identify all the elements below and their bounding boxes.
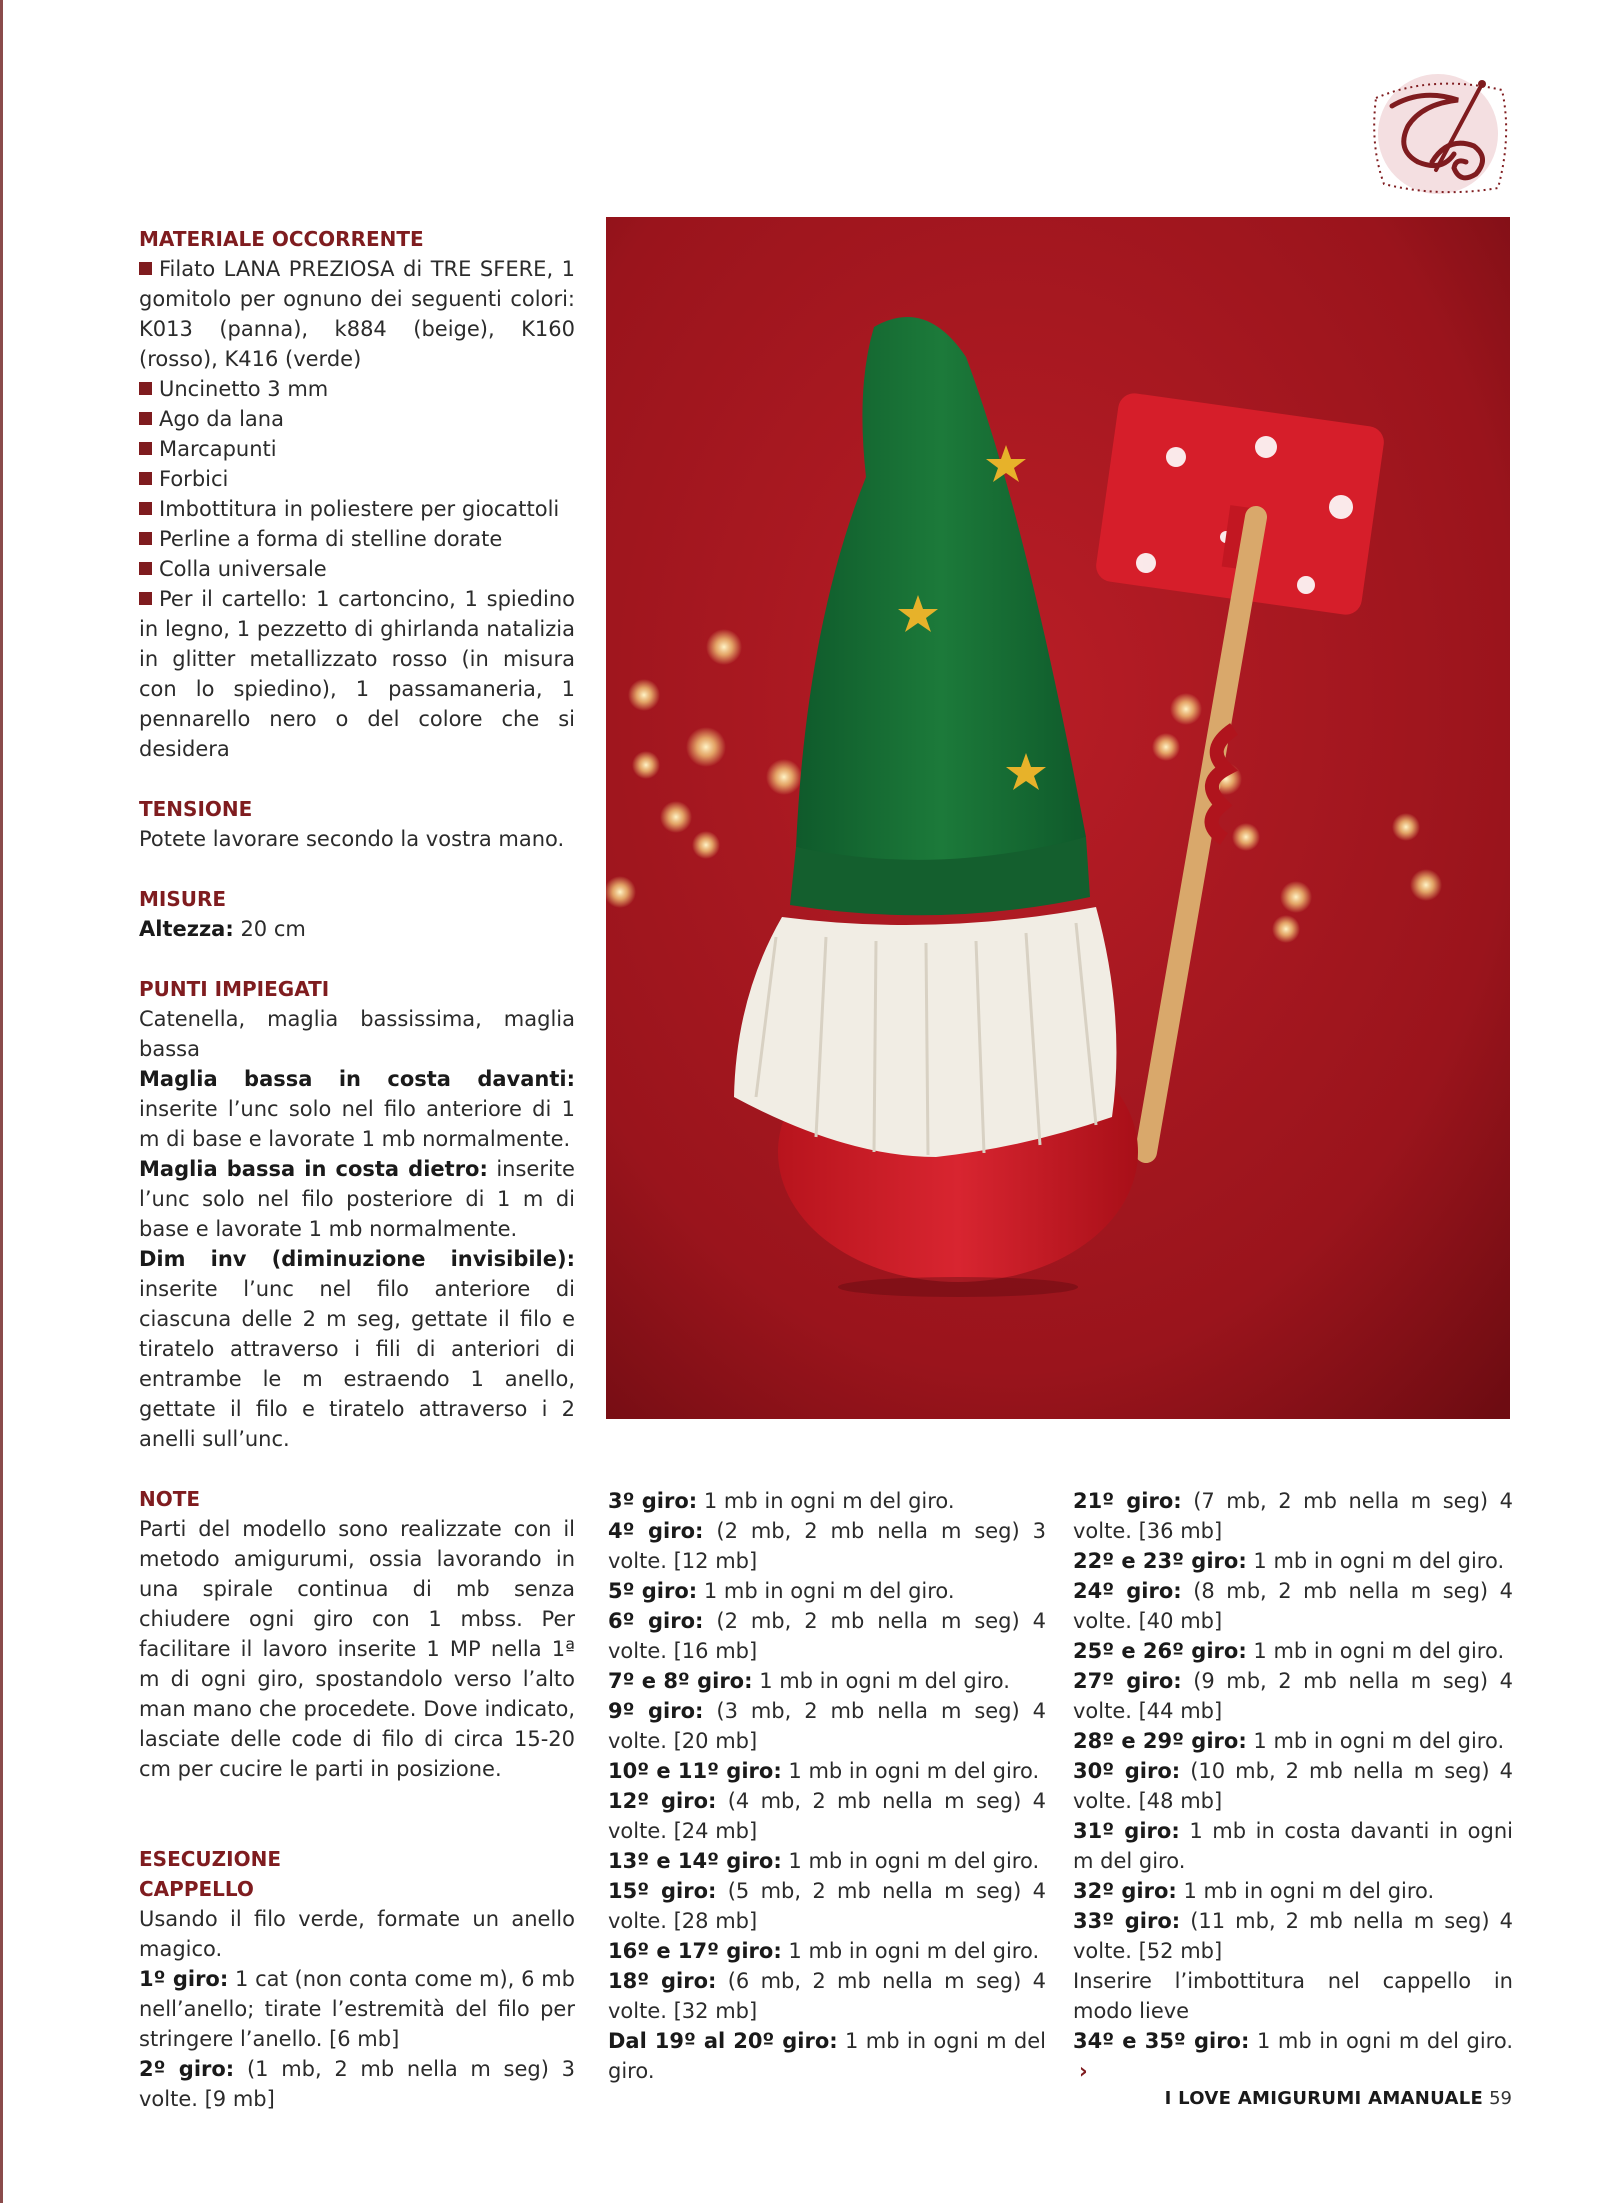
- pattern-row: 22º e 23º giro: 1 mb in ogni m del giro.: [1073, 1549, 1505, 1573]
- bullet-square-icon: [139, 382, 152, 395]
- stitches-intro: Catenella, maglia bassissima, maglia bassa: [139, 1007, 575, 1061]
- bullet-square-icon: [139, 442, 152, 455]
- pattern-row: 33º giro: (11 mb, 2 mb nella m seg) 4 volte. [52 mb]: [1073, 1909, 1513, 1963]
- pattern-row: 34º e 35º giro: 1 mb in ogni m del giro.›: [1073, 2026, 1513, 2086]
- sizes-label: Altezza:: [139, 917, 234, 941]
- materials-item: Colla universale: [139, 554, 575, 584]
- pattern-row: 1º giro: 1 cat (non conta come m), 6 mb nell’anello; tirate l’estremità del filo per stringere l’anello. [6 mb]: [139, 1967, 575, 2051]
- middle-column: [608, 1486, 1046, 2086]
- materials-item: Filato LANA PREZIOSA di TRE SFERE, 1 gomitolo per ognuno dei seguenti colori: K013 (panna), k884 (beige), K160 (rosso), K416 (verde): [139, 257, 575, 371]
- stitch-entry: Maglia bassa in costa dietro: inserite l’unc solo nel filo posteriore di 1 m di base e lavorate 1 mb normalmente.: [139, 1157, 575, 1241]
- pattern-note: Inserire l’imbottitura nel cappello in modo lieve: [1073, 1969, 1513, 2023]
- left-column: [139, 224, 575, 2114]
- notes-heading: NOTE: [139, 1487, 201, 1511]
- pattern-row: 6º giro: (2 mb, 2 mb nella m seg) 4 volte. [16 mb]: [608, 1609, 1046, 1663]
- bullet-square-icon: [139, 262, 152, 275]
- pattern-row: 16º e 17º giro: 1 mb in ogni m del giro.: [608, 1939, 1040, 1963]
- pattern-row: 10º e 11º giro: 1 mb in ogni m del giro.: [608, 1759, 1040, 1783]
- crochet-hook-logo-icon: [1362, 66, 1512, 202]
- pattern-row: 7º e 8º giro: 1 mb in ogni m del giro.: [608, 1669, 1010, 1693]
- page-binding-edge: [0, 0, 3, 2203]
- pattern-row: 13º e 14º giro: 1 mb in ogni m del giro.: [608, 1849, 1040, 1873]
- stitch-entry: Dim inv (diminuzione invisibile): inserite l’unc nel filo anteriore di ciascuna delle 2 m seg, gettate il filo e tiratelo attraverso i fili di anteriori di entrambe le m estraendo 1 anello, gettate il filo e tiratelo attraverso i 2 anelli sull’unc.: [139, 1247, 575, 1451]
- stitch-entry: Maglia bassa in costa davanti: inserite l’unc solo nel filo anteriore di 1 m di base e lavorate 1 mb normalmente.: [139, 1067, 575, 1151]
- materials-item: Per il cartello: 1 cartoncino, 1 spiedino in legno, 1 pezzetto di ghirlanda natalizia in glitter metallizzato rosso (in misura con lo spiedino), 1 passamaneria, 1 pennarello nero o del colore che si desidera: [139, 587, 575, 761]
- stitches-heading: PUNTI IMPIEGATI: [139, 977, 330, 1001]
- materials-item: Marcapunti: [139, 434, 575, 464]
- bullet-square-icon: [139, 592, 152, 605]
- bullet-square-icon: [139, 472, 152, 485]
- materials-item: Perline a forma di stelline dorate: [139, 524, 575, 554]
- pattern-row: 25º e 26º giro: 1 mb in ogni m del giro.: [1073, 1639, 1505, 1663]
- pattern-row: 28º e 29º giro: 1 mb in ogni m del giro.: [1073, 1729, 1505, 1753]
- page-number: 59: [1489, 2088, 1512, 2109]
- bullet-square-icon: [139, 412, 152, 425]
- materials-item: Ago da lana: [139, 404, 575, 434]
- pattern-row: 15º giro: (5 mb, 2 mb nella m seg) 4 volte. [28 mb]: [608, 1879, 1046, 1933]
- bullet-square-icon: [139, 532, 152, 545]
- pattern-row: 30º giro: (10 mb, 2 mb nella m seg) 4 volte. [48 mb]: [1073, 1759, 1513, 1813]
- pattern-row: Dal 19º al 20º giro: 1 mb in ogni m del giro.: [608, 2029, 1046, 2083]
- pattern-row: 5º giro: 1 mb in ogni m del giro.: [608, 1579, 955, 1603]
- pattern-row: 9º giro: (3 mb, 2 mb nella m seg) 4 volte. [20 mb]: [608, 1699, 1046, 1753]
- bullet-square-icon: [139, 502, 152, 515]
- tension-text: Potete lavorare secondo la vostra mano.: [139, 827, 565, 851]
- sizes-heading: MISURE: [139, 887, 227, 911]
- tension-heading: TENSIONE: [139, 797, 253, 821]
- pattern-row: 24º giro: (8 mb, 2 mb nella m seg) 4 volte. [40 mb]: [1073, 1579, 1514, 1633]
- pattern-row: 18º giro: (6 mb, 2 mb nella m seg) 4 volte. [32 mb]: [608, 1969, 1046, 2023]
- gnome-photo: [606, 217, 1510, 1419]
- magazine-name: I LOVE AMIGURUMI AMANUALE: [1164, 2088, 1484, 2109]
- execution-intro: Usando il filo verde, formate un anello magico.: [139, 1907, 575, 1961]
- materials-list: [139, 254, 575, 764]
- materials-item: Forbici: [139, 464, 575, 494]
- page-footer: [1100, 2088, 1512, 2109]
- materials-item: Uncinetto 3 mm: [139, 374, 575, 404]
- execution-subheading: CAPPELLO: [139, 1877, 254, 1901]
- pattern-row: 12º giro: (4 mb, 2 mb nella m seg) 4 volte. [24 mb]: [608, 1789, 1046, 1843]
- sizes-height: [139, 914, 575, 944]
- materials-heading: MATERIALE OCCORRENTE: [139, 227, 424, 251]
- sizes-value: 20 cm: [240, 917, 306, 941]
- pattern-row: 32º giro: 1 mb in ogni m del giro.: [1073, 1879, 1435, 1903]
- pattern-row: 21º giro: (7 mb, 2 mb nella m seg) 4 volte. [36 mb]: [1073, 1489, 1514, 1543]
- pattern-row: 27º giro: (9 mb, 2 mb nella m seg) 4 volte. [44 mb]: [1073, 1669, 1514, 1723]
- notes-text: Parti del modello sono realizzate con il metodo amigurumi, ossia lavorando in una spirale continua di mb senza chiudere ogni giro con 1 mbss. Per facilitare il lavoro inserite 1 MP nella 1ª m di ogni giro, spostandolo verso l’alto man mano che procedete. Dove indicato, lasciate delle code di filo di circa 15-20 cm per cucire le parti in posizione.: [139, 1517, 575, 1781]
- materials-item: Imbottitura in poliestere per giocattoli: [139, 494, 575, 524]
- right-column: [1073, 1486, 1513, 2086]
- pattern-row: 31º giro: 1 mb in costa davanti in ogni m del giro.: [1073, 1819, 1513, 1873]
- pattern-row: 2º giro: (1 mb, 2 mb nella m seg) 3 volte. [9 mb]: [139, 2057, 576, 2111]
- chevron-right-icon: ›: [1079, 2059, 1088, 2083]
- pattern-row: 3º giro: 1 mb in ogni m del giro.: [608, 1489, 955, 1513]
- execution-heading: ESECUZIONE: [139, 1847, 281, 1871]
- bullet-square-icon: [139, 562, 152, 575]
- pattern-row: 4º giro: (2 mb, 2 mb nella m seg) 3 volte. [12 mb]: [608, 1519, 1046, 1573]
